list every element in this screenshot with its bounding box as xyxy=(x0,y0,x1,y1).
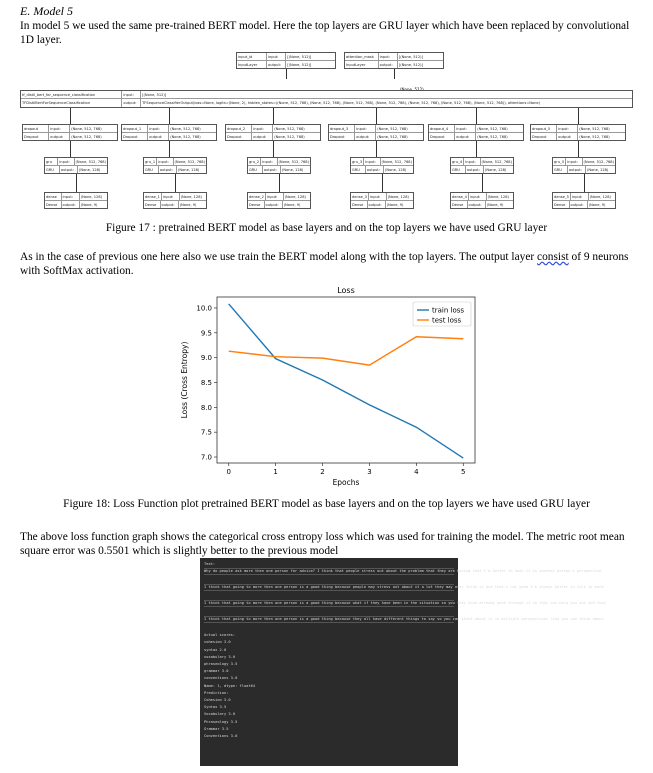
dense-node-3-cell: output: xyxy=(368,201,386,209)
gru-node-1-cell: (None, 512, 768) xyxy=(174,160,205,164)
terminal-line: Cohesion 3.0 xyxy=(204,698,231,702)
dense-node-4-cell: input: xyxy=(469,193,487,200)
terminal-line: Conventions 3.0 xyxy=(204,734,238,738)
dense-node-1-cell: (None, 9) xyxy=(179,202,197,207)
gru-node-0-cell: (None, 128) xyxy=(79,167,101,172)
terminal-line: cohesion 3.0 xyxy=(204,640,231,645)
gru-node-5-row xyxy=(553,166,615,174)
dropout-node-5-row xyxy=(531,125,625,133)
input-id-node xyxy=(236,52,336,69)
paragraph-output-layer xyxy=(20,250,640,278)
y-tick-label: 7.5 xyxy=(200,428,212,437)
gru-node-3-cell: (None, 512, 768) xyxy=(381,160,412,164)
dropout-node-1-cell: (None, 512, 768) xyxy=(170,127,201,131)
input-id-node-cell: InputLayer xyxy=(237,61,267,69)
diagram-connector xyxy=(286,69,287,79)
dropout-node-4-cell: output: xyxy=(455,133,476,141)
gru-node-4-cell: GRU xyxy=(451,166,466,174)
dropout-node-1-row xyxy=(122,133,216,141)
dropout-node-4-cell: dropout_4 xyxy=(429,125,455,132)
gru-node-0-cell: input: xyxy=(58,158,74,165)
terminal-line: Vocabulary 3.0 xyxy=(204,712,236,717)
terminal-line: Why do people ask more then one person for advice? I think that people stress out about the problem that they are having that I'm better to hear it is another person's perspective xyxy=(204,569,602,574)
gru-node-0-cell: gru xyxy=(45,158,58,165)
dense-node-3-cell: input: xyxy=(369,193,387,200)
gru-node-0-cell: (None, 512, 768) xyxy=(75,160,106,164)
legend-label-0: train loss xyxy=(432,306,465,315)
gru-node-2-row xyxy=(248,158,310,166)
terminal-line: conventions 3.0 xyxy=(204,676,238,681)
gru-node-5-cell: GRU xyxy=(553,166,568,174)
y-tick-label: 8.5 xyxy=(200,378,212,387)
dropout-node-0-cell: (None, 512, 768) xyxy=(71,127,102,131)
dropout-node-4-row xyxy=(429,133,523,141)
series-line-0 xyxy=(229,304,464,458)
loss-chart xyxy=(175,283,485,493)
gru-node-2-row xyxy=(248,166,310,174)
dense-node-2-cell: Dense xyxy=(248,201,265,209)
gru-node-1 xyxy=(143,157,207,174)
diagram-connector xyxy=(169,141,170,157)
dense-node-4-cell: (None, 9) xyxy=(486,202,504,207)
input-id-node-cell: input: xyxy=(267,53,286,60)
bert-node-cell: TFDistilBertForSequenceClassification xyxy=(21,99,122,107)
gru-node-1-row xyxy=(144,158,206,166)
dropout-node-1 xyxy=(121,124,217,141)
attention-mask-node-cell: [(None, 512)] xyxy=(398,62,423,67)
y-tick-label: 9.5 xyxy=(200,329,212,338)
gru-node-5-cell: input: xyxy=(566,158,582,165)
diagram-connector xyxy=(175,174,176,192)
dense-node-4-cell: dense_4 xyxy=(452,195,467,199)
dropout-node-0 xyxy=(22,124,118,141)
dropout-node-2-cell: input: xyxy=(252,125,273,132)
bert-node-cell: tf_distil_bert_for_sequence_classification xyxy=(21,91,122,98)
dropout-node-0-cell: dropout xyxy=(23,125,49,132)
dropout-node-4-cell: Dropout xyxy=(429,133,455,141)
terminal-line: I think that going to more then one person is a good thing because people may stress out about it a lot they may over think it and that's not good I'm always better to talk to more xyxy=(204,585,604,590)
terminal-line: Syntax 3.5 xyxy=(204,705,227,710)
dropout-node-2-cell: (None, 512, 768) xyxy=(274,134,305,139)
dense-node-0-cell: output: xyxy=(62,201,80,209)
dense-node-0-cell: (None, 128) xyxy=(80,195,103,199)
gru-node-3-cell: gru_3 xyxy=(351,158,364,165)
dropout-node-0-cell: Dropout xyxy=(23,133,49,141)
terminal-line: Phraseology 3.5 xyxy=(204,719,238,724)
dense-node-4-cell: output: xyxy=(468,201,486,209)
dense-node-1-cell: Dense xyxy=(144,201,161,209)
dense-node-5-cell: (None, 128) xyxy=(589,195,611,199)
gru-node-4-cell: gru_4 xyxy=(451,158,464,165)
terminal-line: syntax 2.0 xyxy=(204,647,227,652)
dropout-node-3-cell: (None, 512, 768) xyxy=(377,127,408,131)
dense-node-5 xyxy=(552,192,616,209)
attention-mask-node-cell: output: xyxy=(379,61,398,69)
dense-node-5-row xyxy=(553,201,615,209)
gru-node-2-cell: (None, 128) xyxy=(282,167,304,172)
diagram-connector xyxy=(273,141,274,157)
dense-node-3-cell: (None, 9) xyxy=(386,202,404,207)
gru-node-5-cell: (None, 128) xyxy=(587,167,609,172)
gru-node-3-cell: (None, 128) xyxy=(385,167,407,172)
diagram-connector xyxy=(279,174,280,192)
dense-node-5-cell: dense_5 xyxy=(554,195,569,199)
y-tick-label: 7.0 xyxy=(200,453,212,462)
chart-title: Loss xyxy=(337,286,355,295)
dropout-node-5 xyxy=(530,124,626,141)
diagram-connector xyxy=(394,69,395,79)
paragraph-loss-graph: The above loss function graph shows the categorical cross entropy loss which was used for training the model. The metric root mean square error was 0.5501 which is slightly better to the previous model xyxy=(20,531,625,557)
dense-node-2-cell: (None, 128) xyxy=(284,195,306,199)
dense-node-4-cell: (None, 128) xyxy=(487,195,509,199)
gru-node-3 xyxy=(350,157,414,174)
section-title: E. Model 5 xyxy=(20,4,73,18)
diagram-connector xyxy=(476,141,477,157)
gru-node-3-cell: output: xyxy=(366,166,384,174)
dense-node-2 xyxy=(247,192,311,209)
diagram-connector xyxy=(70,108,71,124)
dense-node-3-cell: Dense xyxy=(351,201,368,209)
dense-node-0-cell: input: xyxy=(62,193,80,200)
bert-node-row xyxy=(21,91,632,99)
y-tick-label: 9.0 xyxy=(200,354,212,363)
bert-node-row xyxy=(21,99,632,107)
diagram-connector xyxy=(476,108,477,124)
diagram-connector xyxy=(578,141,579,157)
dense-node-2-cell: input: xyxy=(266,193,284,200)
bert-node-cell: input: xyxy=(122,91,141,98)
dense-node-1 xyxy=(143,192,207,209)
dropout-node-5-row xyxy=(531,133,625,141)
dense-node-0 xyxy=(44,192,108,209)
gru-node-1-cell: GRU xyxy=(144,166,159,174)
dropout-node-3 xyxy=(328,124,424,141)
dropout-node-2-row xyxy=(226,125,320,133)
gru-node-2-cell: (None, 512, 768) xyxy=(278,160,309,164)
x-tick-label: 2 xyxy=(320,468,325,476)
terminal-line: I think that going to more then one person is a good thing because they all have different things to say so you can think about it in multiple perspectives like you can think about xyxy=(204,617,604,622)
dense-node-0-cell: (None, 9) xyxy=(80,202,98,207)
gru-node-4-cell: input: xyxy=(464,158,480,165)
attention-mask-node-row xyxy=(345,53,443,61)
dense-node-4 xyxy=(450,192,514,209)
dense-node-2-row xyxy=(248,201,310,209)
dense-node-1-row xyxy=(144,193,206,201)
dropout-node-3-cell: input: xyxy=(355,125,376,132)
bert-node-cell: TFSequenceClassifierOutput(loss=None, logits=(None, 2), hidden_states=((None, 512, 768), (None, 512, 768), (None, 512, 768), (None, 512, 768), (None, 512, 768), (None, 512, 768), (None, 512, 768)), attentions=None) xyxy=(142,101,540,105)
gru-node-1-row xyxy=(144,166,206,174)
dropout-node-5-cell: Dropout xyxy=(531,133,557,141)
diagram-connector xyxy=(273,108,274,124)
dense-node-5-cell: (None, 9) xyxy=(588,202,606,207)
gru-node-1-cell: input: xyxy=(157,158,173,165)
dropout-node-0-cell: (None, 512, 768) xyxy=(71,134,102,139)
gru-node-4-cell: (None, 128) xyxy=(485,167,507,172)
dense-node-3-cell: (None, 128) xyxy=(387,195,409,199)
dropout-node-2 xyxy=(225,124,321,141)
x-tick-label: 4 xyxy=(414,468,419,476)
figure17-caption: Figure 17 : pretrained BERT model as base layers and on the top layers we have used GRU layer xyxy=(105,222,548,234)
dense-node-4-row xyxy=(451,193,513,201)
gru-node-0-row xyxy=(45,166,107,174)
dense-node-0-row xyxy=(45,201,107,209)
diagram-connector xyxy=(482,174,483,192)
figure18-caption: Figure 18: Loss Function plot pretrained BERT model as base layers and on the top layers we have used GRU layer xyxy=(63,498,590,510)
terminal-output xyxy=(200,558,606,766)
y-tick-label: 10.0 xyxy=(196,304,212,313)
dropout-node-5-cell: dropout_5 xyxy=(531,125,557,132)
dropout-node-3-cell: (None, 512, 768) xyxy=(377,134,408,139)
dense-node-1-cell: (None, 128) xyxy=(180,195,202,199)
bert-node-cell: output: xyxy=(122,99,141,107)
x-tick-label: 3 xyxy=(367,468,372,476)
terminal-line: Prediction: xyxy=(204,690,229,695)
dense-node-1-cell: input: xyxy=(162,193,180,200)
gru-node-4-cell: output: xyxy=(466,166,484,174)
attention-mask-node xyxy=(344,52,444,69)
dense-node-2-cell: (None, 9) xyxy=(283,202,301,207)
x-tick-label: 5 xyxy=(461,468,466,476)
dropout-node-0-row xyxy=(23,133,117,141)
dense-node-1-cell: dense_1 xyxy=(145,195,160,199)
x-axis-label: Epochs xyxy=(332,478,360,487)
x-tick-label: 0 xyxy=(226,468,231,476)
dropout-node-1-cell: output: xyxy=(148,133,169,141)
dense-node-4-row xyxy=(451,201,513,209)
terminal-line: Grammar 3.5 xyxy=(204,726,229,731)
terminal-line: Name: 1, dtype: float64 xyxy=(204,683,256,688)
terminal-line: vocabulary 3.0 xyxy=(204,654,236,659)
dense-node-2-cell: output: xyxy=(265,201,283,209)
gru-node-2-cell: GRU xyxy=(248,166,263,174)
bert-node xyxy=(20,90,633,108)
dense-node-0-cell: Dense xyxy=(45,201,62,209)
dense-node-2-cell: dense_2 xyxy=(249,195,264,199)
dropout-node-4-cell: input: xyxy=(455,125,476,132)
dropout-node-4-cell: (None, 512, 768) xyxy=(477,127,508,131)
dropout-node-4-cell: (None, 512, 768) xyxy=(477,134,508,139)
gru-node-0 xyxy=(44,157,108,174)
gru-node-0-cell: output: xyxy=(60,166,78,174)
dense-node-3-cell: dense_3 xyxy=(352,195,367,199)
gru-node-5-row xyxy=(553,158,615,166)
dropout-node-1-cell: input: xyxy=(148,125,169,132)
series-line-1 xyxy=(229,337,464,365)
paragraph-output-layer-end: of 9 neurons with SoftMax activation. xyxy=(20,251,629,277)
diagram-connector xyxy=(376,141,377,157)
gru-node-1-cell: (None, 128) xyxy=(178,167,200,172)
dropout-node-1-cell: dropout_1 xyxy=(122,125,148,132)
terminal-line: Actual scores: xyxy=(204,633,236,638)
gru-node-2-cell: output: xyxy=(263,166,281,174)
gru-node-5-cell: (None, 512, 768) xyxy=(583,160,614,164)
dropout-node-0-cell: output: xyxy=(49,133,70,141)
x-tick-label: 1 xyxy=(273,468,278,476)
dense-node-1-cell: output: xyxy=(161,201,179,209)
dense-node-5-cell: Dense xyxy=(553,201,570,209)
diagram-connector xyxy=(578,108,579,124)
gru-node-5 xyxy=(552,157,616,174)
gru-node-3-row xyxy=(351,158,413,166)
dropout-node-4-row xyxy=(429,125,523,133)
gru-node-2 xyxy=(247,157,311,174)
diagram-connector xyxy=(376,108,377,124)
attention-mask-node-cell: InputLayer xyxy=(345,61,379,69)
terminal-line: I think that going to more then one person is a good thing because what if they have been in the situation so you they have already gone through it so they can help you out and they xyxy=(204,601,606,606)
terminal-line: Text: xyxy=(204,562,216,566)
paragraph-output-layer-start: As in the case of previous one here also we use train the BERT model along with the top layers. The output layer xyxy=(20,251,538,263)
dense-node-5-cell: output: xyxy=(570,201,588,209)
dropout-node-1-row xyxy=(122,125,216,133)
gru-node-3-cell: input: xyxy=(364,158,380,165)
input-id-node-row xyxy=(237,53,335,61)
dropout-node-1-cell: Dropout xyxy=(122,133,148,141)
input-id-node-cell: input_id xyxy=(237,53,267,60)
gru-node-4-row xyxy=(451,158,513,166)
gru-node-5-cell: gru_5 xyxy=(553,158,566,165)
terminal-line: grammar 3.0 xyxy=(204,669,229,674)
diagram-connector xyxy=(76,174,77,192)
gru-node-4 xyxy=(450,157,514,174)
dense-node-3 xyxy=(350,192,414,209)
dropout-node-2-cell: output: xyxy=(252,133,273,141)
dense-node-3-row xyxy=(351,193,413,201)
dropout-node-5-cell: input: xyxy=(557,125,578,132)
y-tick-label: 8.0 xyxy=(200,403,212,412)
attention-mask-node-row xyxy=(345,61,443,69)
gru-node-5-cell: output: xyxy=(568,166,586,174)
dropout-node-3-cell: dropout_3 xyxy=(329,125,355,132)
dropout-node-1-cell: (None, 512, 768) xyxy=(170,134,201,139)
model-diagram xyxy=(0,0,653,220)
attention-mask-node-cell: input: xyxy=(379,53,398,60)
gru-node-3-cell: GRU xyxy=(351,166,366,174)
bert-node-cell: [(None, 512)] xyxy=(142,93,167,97)
dropout-node-4 xyxy=(428,124,524,141)
dense-node-1-row xyxy=(144,201,206,209)
dense-node-5-cell: input: xyxy=(571,193,589,200)
dense-node-4-cell: Dense xyxy=(451,201,468,209)
dropout-node-3-cell: output: xyxy=(355,133,376,141)
diagram-connector xyxy=(584,174,585,192)
dropout-node-3-row xyxy=(329,125,423,133)
attention-mask-node-cell: [(None, 512)] xyxy=(398,55,423,59)
dropout-node-5-cell: (None, 512, 768) xyxy=(579,127,610,131)
input-id-node-cell: [(None, 512)] xyxy=(287,55,312,59)
legend-label-1: test loss xyxy=(432,316,462,325)
input-id-node-cell: output: xyxy=(267,61,286,69)
gru-node-1-cell: gru_1 xyxy=(144,158,157,165)
gru-node-2-cell: gru_2 xyxy=(248,158,261,165)
dropout-node-2-cell: Dropout xyxy=(226,133,252,141)
paragraph-model5-intro: In model 5 we used the same pre-trained BERT model. Here the top layers are GRU layer which have been replaced by convolutional 1D layer. xyxy=(20,20,630,46)
dropout-node-3-row xyxy=(329,133,423,141)
gru-node-0-row xyxy=(45,158,107,166)
dropout-node-5-cell: (None, 512, 768) xyxy=(579,134,610,139)
attention-mask-node-cell: attention_mask xyxy=(345,53,379,60)
dense-node-0-cell: dense xyxy=(45,193,62,200)
dropout-node-3-cell: Dropout xyxy=(329,133,355,141)
dense-node-3-row xyxy=(351,201,413,209)
diagram-connector xyxy=(382,174,383,192)
dense-node-0-row xyxy=(45,193,107,201)
gru-node-3-row xyxy=(351,166,413,174)
gru-node-0-cell: GRU xyxy=(45,166,60,174)
dropout-node-2-cell: dropout_2 xyxy=(226,125,252,132)
diagram-connector xyxy=(169,108,170,124)
gru-node-2-cell: input: xyxy=(261,158,277,165)
dropout-node-0-row xyxy=(23,125,117,133)
misspelled-word: consist xyxy=(537,251,569,263)
dropout-node-2-cell: (None, 512, 768) xyxy=(274,127,305,131)
input-id-node-row xyxy=(237,61,335,69)
input-id-node-cell: [(None, 512)] xyxy=(287,62,312,67)
y-axis-label: Loss (Cross Entropy) xyxy=(180,341,189,419)
gru-node-1-cell: output: xyxy=(159,166,177,174)
dense-node-5-row xyxy=(553,193,615,201)
dropout-node-0-cell: input: xyxy=(49,125,70,132)
dense-node-2-row xyxy=(248,193,310,201)
dropout-node-5-cell: output: xyxy=(557,133,578,141)
gru-node-4-cell: (None, 512, 768) xyxy=(481,160,512,164)
terminal-line: phraseology 3.5 xyxy=(204,662,238,666)
dropout-node-2-row xyxy=(226,133,320,141)
diagram-connector xyxy=(70,141,71,157)
gru-node-4-row xyxy=(451,166,513,174)
